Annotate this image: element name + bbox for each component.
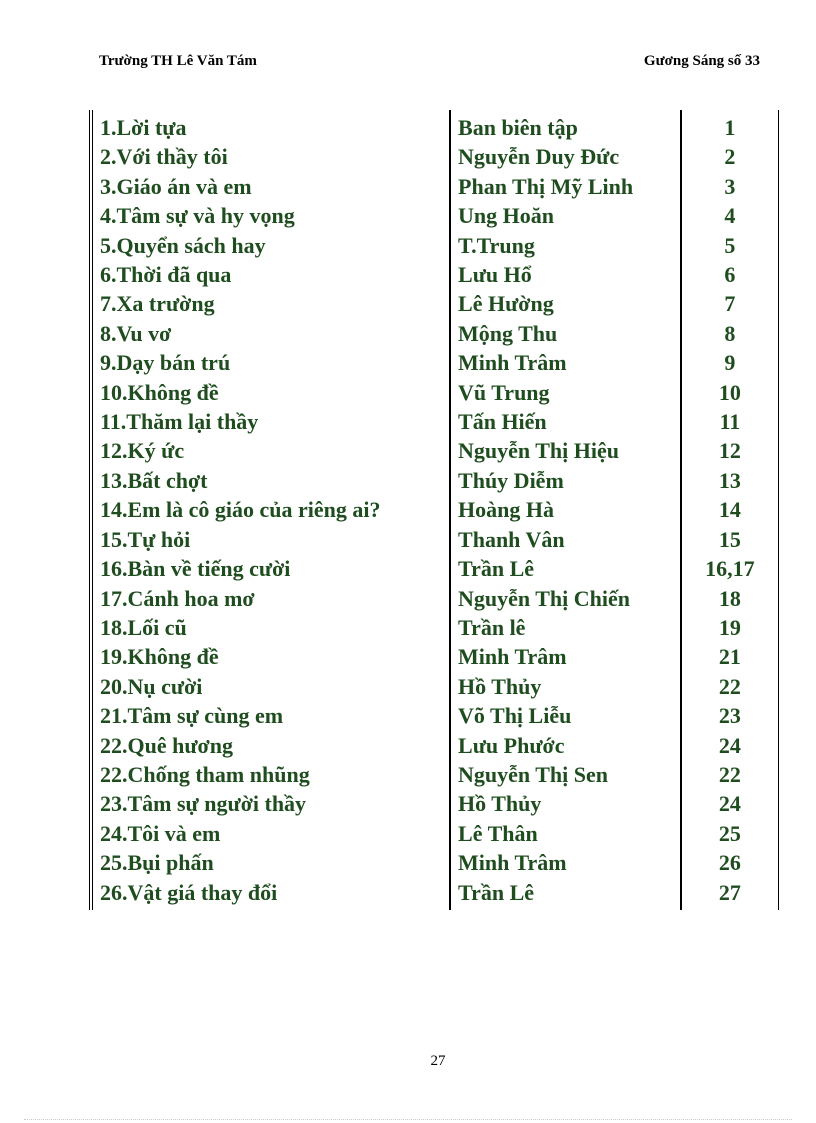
toc-entry-page: 22 [681,672,779,701]
toc-row [91,319,779,348]
toc-entry-author: Lê Hường [450,289,681,318]
toc-entry-author: Minh Trâm [450,642,681,671]
toc-entry-page: 27 [681,878,779,910]
toc-entry-author: Hoàng Hà [450,495,681,524]
toc-entry-author: Minh Trâm [450,348,681,377]
toc-entry-author: T.Trung [450,231,681,260]
toc-row [91,731,779,760]
toc-entry-title: 4.Tâm sự và hy vọng [91,201,450,230]
toc-entry-title: 14.Em là cô giáo của riêng ai? [91,495,450,524]
bottom-dotted-rule [24,1119,792,1120]
toc-entry-title: 19.Không đề [91,642,450,671]
toc-row [91,554,779,583]
toc-entry-title: 16.Bàn về tiếng cười [91,554,450,583]
header-issue-title: Gương Sáng số 33 [643,53,760,69]
toc-entry-author: Nguyễn Thị Sen [450,760,681,789]
toc-entry-page: 26 [681,848,779,877]
toc-body [91,110,779,910]
toc-entry-title: 7.Xa trường [91,289,450,318]
toc-entry-page: 9 [681,348,779,377]
table-of-contents [89,110,779,910]
toc-entry-page: 25 [681,819,779,848]
toc-entry-page: 14 [681,495,779,524]
toc-row [91,348,779,377]
toc-row [91,436,779,465]
toc-entry-author: Phan Thị Mỹ Linh [450,172,681,201]
toc-row [91,701,779,730]
toc-entry-page: 2 [681,142,779,171]
toc-row [91,525,779,554]
toc-entry-title: 8.Vu vơ [91,319,450,348]
toc-entry-page: 24 [681,789,779,818]
toc-entry-title: 2.Với thầy tôi [91,142,450,171]
toc-entry-title: 24.Tôi và em [91,819,450,848]
toc-entry-author: Thúy Diễm [450,466,681,495]
page-number: 27 [430,1053,446,1069]
toc-entry-page: 12 [681,436,779,465]
toc-row [91,613,779,642]
toc-row [91,584,779,613]
toc-entry-page: 3 [681,172,779,201]
toc-entry-title: 11.Thăm lại thầy [91,407,450,436]
toc-entry-page: 19 [681,613,779,642]
toc-entry-author: Hồ Thủy [450,672,681,701]
toc-row [91,172,779,201]
toc-entry-title: 6.Thời đã qua [91,260,450,289]
toc-entry-author: Nguyễn Thị Hiệu [450,436,681,465]
toc-row [91,819,779,848]
toc-entry-author: Ban biên tập [450,110,681,142]
toc-entry-title: 26.Vật giá thay đổi [91,878,450,910]
toc-entry-title: 17.Cánh hoa mơ [91,584,450,613]
header-school-name: Trường TH Lê Văn Tám [99,53,257,69]
toc-entry-title: 3.Giáo án và em [91,172,450,201]
toc-entry-page: 13 [681,466,779,495]
toc-entry-author: Ung Hoăn [450,201,681,230]
toc-entry-author: Võ Thị Liễu [450,701,681,730]
toc-entry-title: 22.Chống tham nhũng [91,760,450,789]
toc-entry-author: Trần lê [450,613,681,642]
toc-row [91,672,779,701]
toc-entry-page: 22 [681,760,779,789]
toc-entry-title: 21.Tâm sự cùng em [91,701,450,730]
toc-row [91,642,779,671]
toc-entry-author: Minh Trâm [450,848,681,877]
toc-row [91,495,779,524]
toc-entry-title: 12.Ký ức [91,436,450,465]
toc-entry-author: Tấn Hiến [450,407,681,436]
toc-entry-page: 16,17 [681,554,779,583]
toc-entry-title: 20.Nụ cười [91,672,450,701]
toc-row [91,466,779,495]
toc-entry-author: Nguyễn Duy Đức [450,142,681,171]
toc-row [91,789,779,818]
toc-row [91,848,779,877]
toc-row [91,878,779,910]
toc-entry-title: 10.Không đề [91,378,450,407]
toc-row [91,378,779,407]
toc-entry-author: Thanh Vân [450,525,681,554]
toc-row [91,201,779,230]
toc-entry-title: 22.Quê hương [91,731,450,760]
toc-row [91,289,779,318]
toc-row [91,142,779,171]
toc-entry-title: 23.Tâm sự người thầy [91,789,450,818]
toc-row [91,260,779,289]
toc-entry-title: 25.Bụi phấn [91,848,450,877]
toc-entry-page: 6 [681,260,779,289]
toc-entry-page: 5 [681,231,779,260]
toc-row [91,407,779,436]
toc-entry-author: Lê Thân [450,819,681,848]
toc-entry-title: 1.Lời tựa [91,110,450,142]
toc-entry-author: Vũ Trung [450,378,681,407]
toc-row [91,231,779,260]
toc-entry-title: 5.Quyển sách hay [91,231,450,260]
toc-entry-page: 18 [681,584,779,613]
toc-row [91,110,779,142]
toc-entry-author: Trần Lê [450,878,681,910]
toc-entry-page: 23 [681,701,779,730]
toc-entry-page: 4 [681,201,779,230]
toc-entry-author: Lưu Hổ [450,260,681,289]
toc-entry-page: 1 [681,110,779,142]
toc-entry-page: 11 [681,407,779,436]
toc-entry-page: 24 [681,731,779,760]
toc-entry-title: 9.Dạy bán trú [91,348,450,377]
toc-entry-title: 18.Lối cũ [91,613,450,642]
toc-entry-author: Trần Lê [450,554,681,583]
toc-entry-title: 13.Bất chợt [91,466,450,495]
toc-entry-author: Lưu Phước [450,731,681,760]
toc-entry-title: 15.Tự hỏi [91,525,450,554]
toc-entry-author: Mộng Thu [450,319,681,348]
toc-entry-page: 10 [681,378,779,407]
toc-entry-page: 8 [681,319,779,348]
toc-entry-author: Hồ Thủy [450,789,681,818]
toc-entry-page: 15 [681,525,779,554]
toc-row [91,760,779,789]
toc-entry-author: Nguyễn Thị Chiến [450,584,681,613]
toc-entry-page: 21 [681,642,779,671]
toc-entry-page: 7 [681,289,779,318]
